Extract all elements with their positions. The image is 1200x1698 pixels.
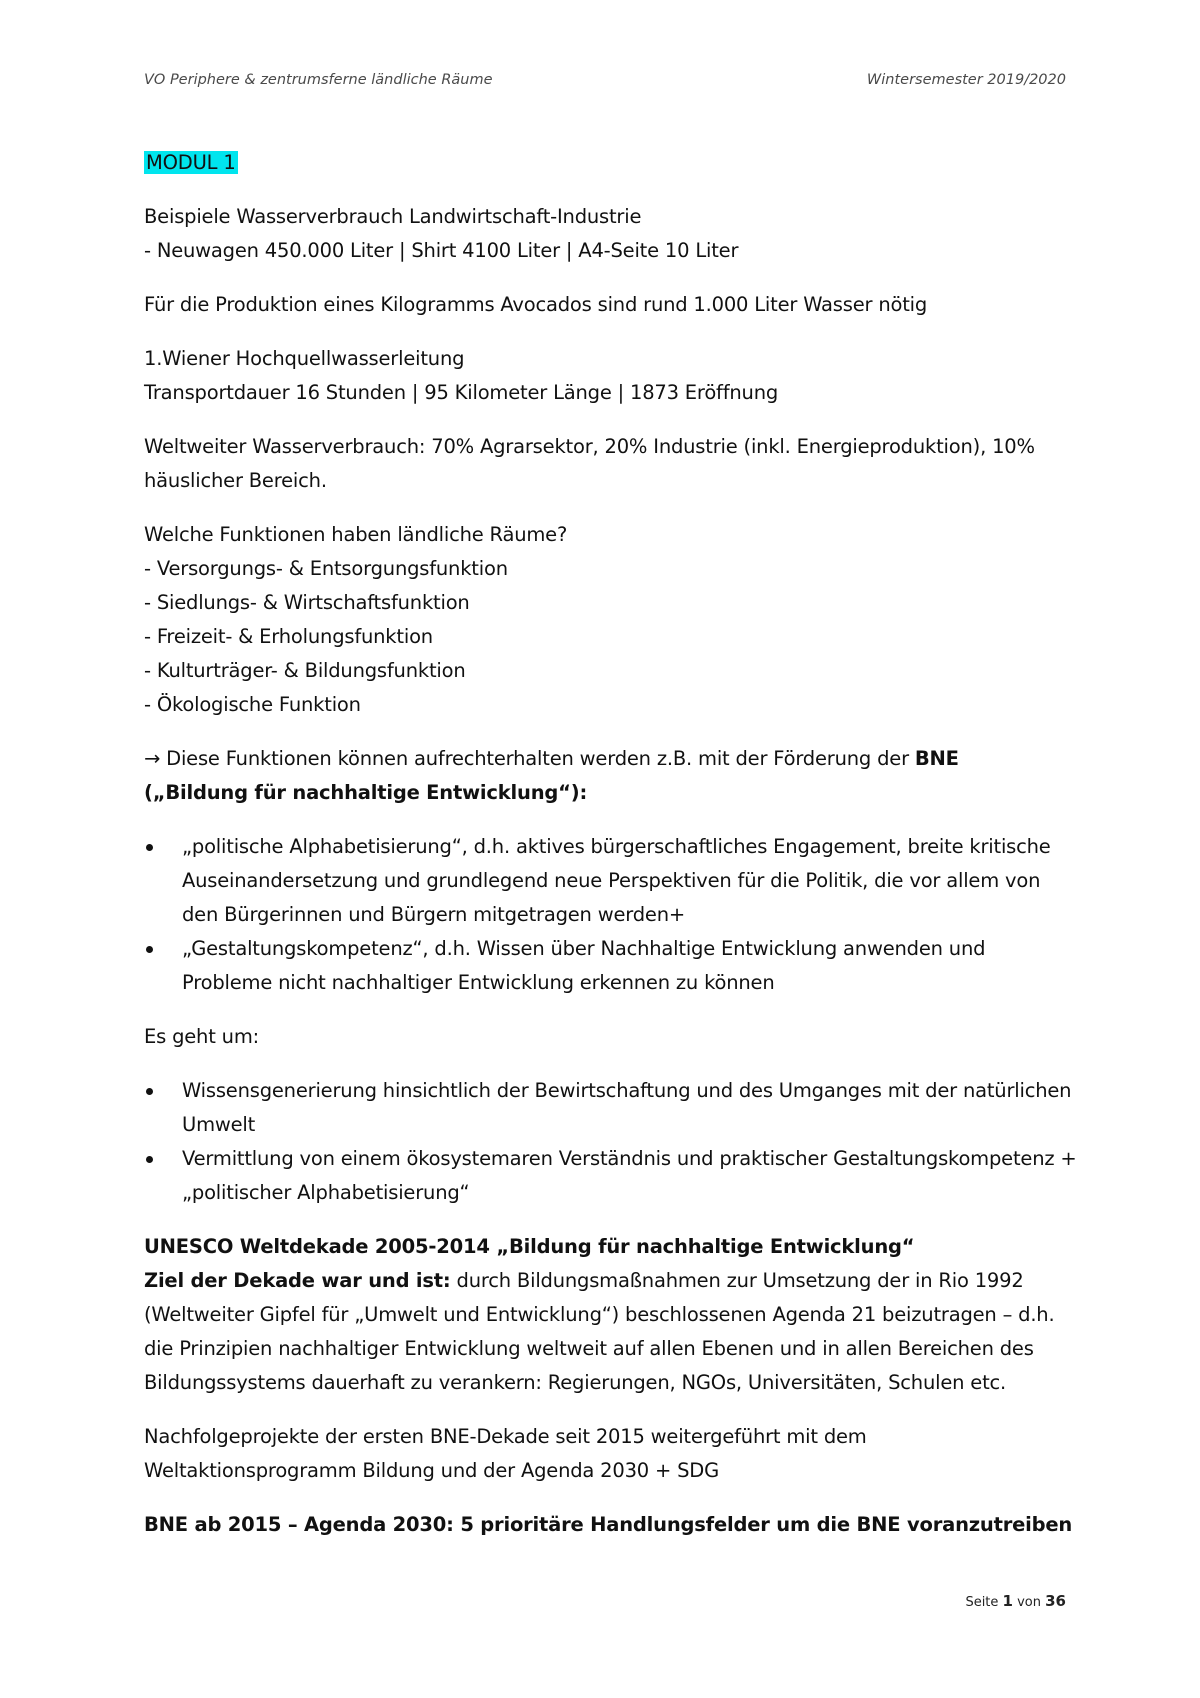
- footer-seite-label: Seite: [965, 1595, 1003, 1610]
- es-geht-um-label: Es geht um:: [144, 1025, 259, 1048]
- functions-block: [144, 518, 1079, 722]
- hochquell-facts: Transportdauer 16 Stunden | 95 Kilometer Länge | 1873 Eröffnung: [144, 381, 779, 404]
- page-footer: [965, 1592, 1066, 1610]
- modul-heading-block: [144, 146, 1079, 180]
- bne-bullet-list: [144, 830, 1079, 1000]
- bne-abbreviation: BNE: [914, 747, 959, 770]
- list-item: „Gestaltungskompetenz“, d.h. Wissen über Nachhaltige Entwicklung anwenden und Probleme nicht nachhaltiger Entwicklung erkennen zu können: [144, 932, 1079, 1000]
- water-heading: Beispiele Wasserverbrauch Landwirtschaft-Industrie: [144, 205, 642, 228]
- list-item: „politische Alphabetisierung“, d.h. aktives bürgerschaftliches Engagement, breite kritische Auseinandersetzung und grundlegend neue Perspektiven für die Politik, die vor allem von den Bürgerinnen und Bürgern mitgetragen werden+: [144, 830, 1079, 932]
- bne-intro-text: → Diese Funktionen können aufrechterhalten werden z.B. mit der Förderung der: [144, 747, 915, 770]
- function-item: - Ökologische Funktion: [144, 693, 361, 716]
- list-item: Vermittlung von einem ökosystemaren Verständnis und praktischer Gestaltungskompetenz + „politischer Alphabetisierung“: [144, 1142, 1079, 1210]
- bne-2015-heading: BNE ab 2015 – Agenda 2030: 5 prioritäre Handlungsfelder um die BNE voranzutreiben: [144, 1513, 1073, 1536]
- unesco-title: UNESCO Weltdekade 2005-2014 „Bildung für nachhaltige Entwicklung“: [144, 1235, 915, 1258]
- nachfolge-paragraph: Nachfolgeprojekte der ersten BNE-Dekade seit 2015 weitergeführt mit dem Weltaktionsprogramm Bildung und der Agenda 2030 + SDG: [144, 1425, 867, 1482]
- function-item: - Versorgungs- & Entsorgungsfunktion: [144, 557, 508, 580]
- unesco-ziel-text: durch Bildungsmaßnahmen zur Umsetzung der in Rio 1992 (Weltweiter Gipfel für „Umwelt und Entwicklung“) beschlossenen Agenda 21 beizutragen – d.h. die Prinzipien nachhaltiger Entwicklung weltweit auf allen Ebenen und in allen Bereichen des Bildungssystems dauerhaft zu verankern: Regierungen, NGOs, Universitäten, Schulen etc.: [144, 1269, 1055, 1394]
- unesco-block: [144, 1230, 1079, 1400]
- function-item: - Siedlungs- & Wirtschaftsfunktion: [144, 591, 470, 614]
- es-geht-um-list: [144, 1074, 1079, 1210]
- modul-title: MODUL 1: [146, 151, 236, 174]
- list-item: Wissensgenerierung hinsichtlich der Bewirtschaftung und des Umganges mit der natürlichen Umwelt: [144, 1074, 1079, 1142]
- header-course-title: VO Periphere & zentrumsferne ländliche Räume: [144, 72, 493, 88]
- footer-von-label: von: [1012, 1595, 1046, 1610]
- footer-page-number: 1: [1002, 1592, 1013, 1610]
- world-water-usage: Weltweiter Wasserverbrauch: 70% Agrarsektor, 20% Industrie (inkl. Energieproduktion), 10% häuslicher Bereich.: [144, 435, 1035, 492]
- function-item: - Freizeit- & Erholungsfunktion: [144, 625, 433, 648]
- footer-total-pages: 36: [1045, 1592, 1066, 1610]
- bne-intro-line1: [144, 742, 1079, 776]
- water-examples-block: [144, 200, 1079, 268]
- header-semester: Wintersemester 2019/2020: [866, 72, 1066, 88]
- bne-intro: [144, 742, 1079, 810]
- unesco-ziel: [144, 1269, 1054, 1394]
- function-item: - Kulturträger- & Bildungsfunktion: [144, 659, 466, 682]
- avocado-text: Für die Produktion eines Kilogramms Avocados sind rund 1.000 Liter Wasser nötig: [144, 293, 928, 316]
- document-body: [144, 146, 1079, 1562]
- water-examples: - Neuwagen 450.000 Liter | Shirt 4100 Liter | A4-Seite 10 Liter: [144, 239, 739, 262]
- functions-question: Welche Funktionen haben ländliche Räume?: [144, 523, 568, 546]
- hochquell-block: [144, 342, 1079, 410]
- hochquell-title: 1.Wiener Hochquellwasserleitung: [144, 347, 465, 370]
- unesco-ziel-label: Ziel der Dekade war und ist:: [144, 1269, 451, 1292]
- avocado-paragraph: [144, 288, 1079, 322]
- page-header: [144, 72, 1066, 88]
- bne-intro-line2: („Bildung für nachhaltige Entwicklung“):: [144, 781, 588, 804]
